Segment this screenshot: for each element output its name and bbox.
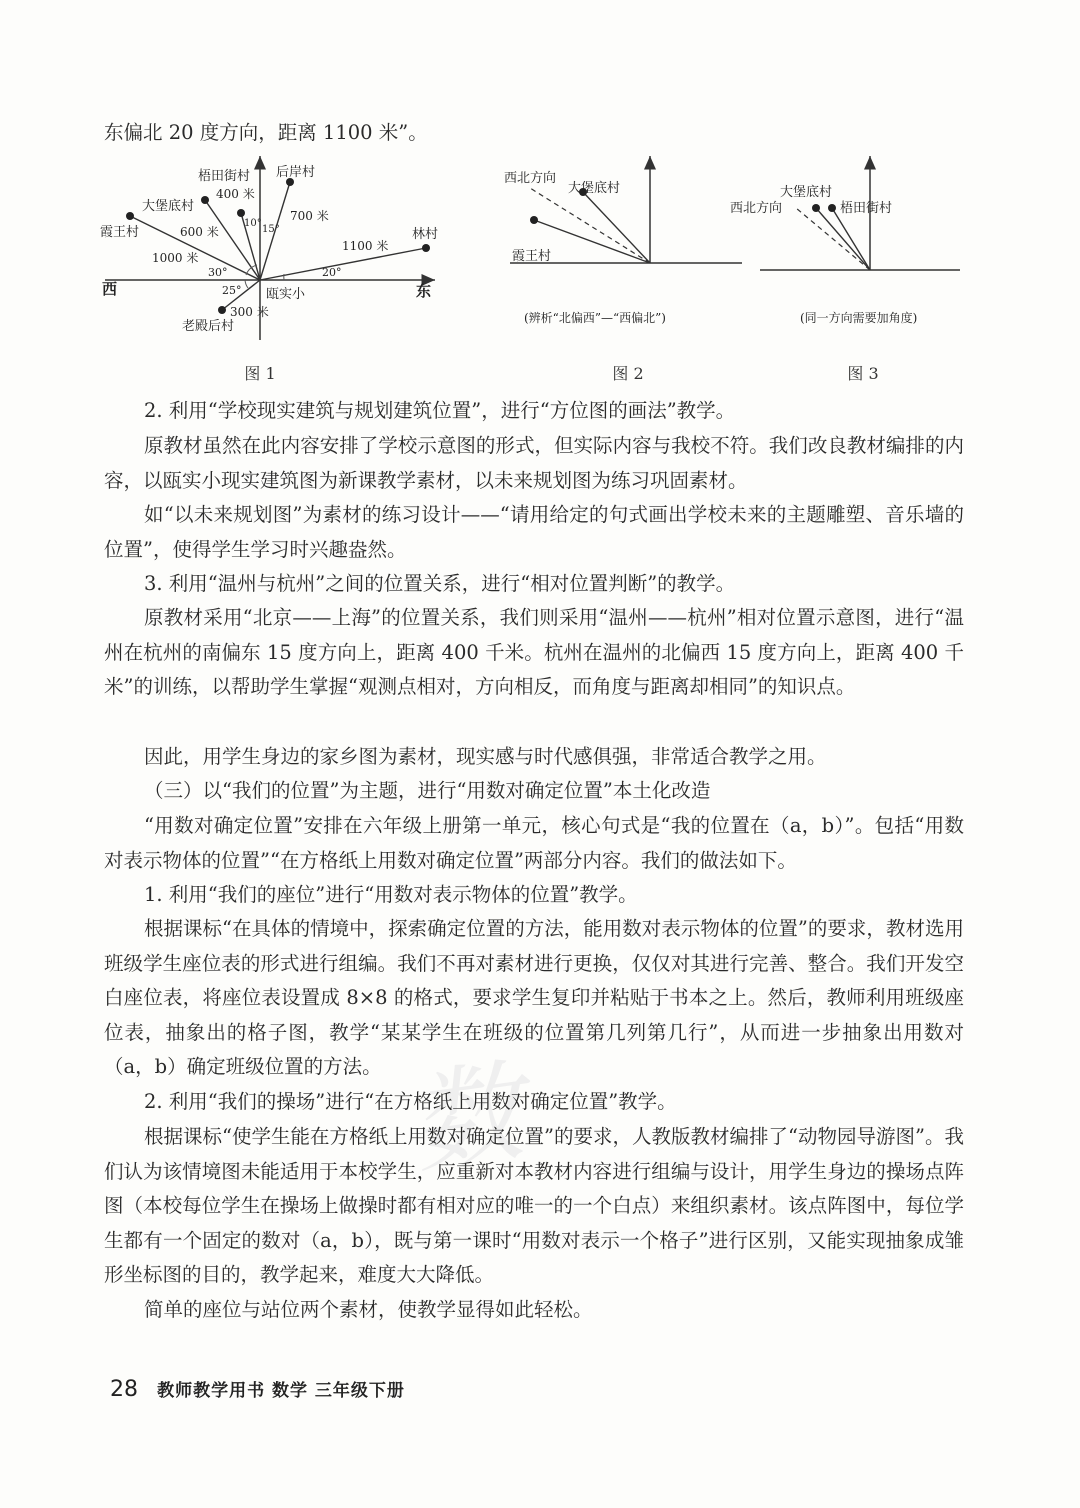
label-xiawang: 霞王村 xyxy=(100,225,140,240)
label-west: 西 xyxy=(102,280,118,298)
fig3-ray-dabao xyxy=(816,208,870,270)
label-1000m: 1000 米 xyxy=(152,251,199,265)
paragraph-7: “用数对确定位置”安排在六年级上册第一单元，核心句式是“我的位置在（a，b）”。包括“用数对表示物体的位置”“在方格纸上用数对确定位置”两部分内容。我们的做法如下。 xyxy=(104,814,964,872)
fig3-ray-northwest xyxy=(796,208,870,270)
fig3-label-northwest: 西北方向 xyxy=(730,201,783,216)
label-east: 东 xyxy=(416,282,432,300)
label-angle-20: 20° xyxy=(322,266,342,279)
fig3-ray-tiantian xyxy=(832,208,870,270)
figure-2-diagram xyxy=(490,150,760,335)
point-tiantian xyxy=(237,209,245,217)
fig2-note: (辨析“北偏西”—“西偏北”) xyxy=(524,311,666,325)
paragraph-9: 根据课标“在具体的情境中，探索确定位置的方法，能用数对表示物体的位置”的要求，教材选用班级学生座位表的形式进行组编。我们不再对素材进行更换，仅仅对其进行完善、整合。我们开发空白座位表，将座位表设置成 8×8 的格式，要求学生复印并粘贴于书本之上。然后，教师利用班级座位表，抽象出的格子图，教学“某某学生在班级的位置第几列第几行”，从而进一步抽象出用数对（a，b）确定班级位置的方法。 xyxy=(104,917,964,1079)
watermark: 数 xyxy=(402,1046,530,1189)
figure-3-caption: 图 3 xyxy=(847,364,879,383)
fig3-note: (同一方向需要加角度) xyxy=(800,311,918,325)
label-angle-30: 30° xyxy=(208,266,228,279)
figure-3 xyxy=(730,150,966,335)
paragraph-8: 1. 利用“我们的座位”进行“用数对表示物体的位置”教学。 xyxy=(144,883,638,906)
point-xiawang xyxy=(126,212,134,220)
fig2-label-xiawang: 霞王村 xyxy=(512,249,552,264)
figure-2-caption: 图 2 xyxy=(612,364,644,383)
book-title: 教师教学用书 数学 三年级下册 xyxy=(157,1381,405,1401)
fig3-label-dabao: 大堡底村 xyxy=(780,185,833,200)
fig2-point-xiawang xyxy=(530,216,538,224)
figure-2 xyxy=(490,150,760,335)
label-houan: 后岸村 xyxy=(276,165,316,180)
paragraph-11: 根据课标“使学生能在方格纸上用数对确定位置”的要求，人教版教材编排了“动物园导游图”。我们认为该情境图未能适用于本校学生，应重新对本教材内容进行组编与设计，用学生身边的操场点阵图（本校每位学生在操场上做操时都有相对应的唯一的一个白点）来组织素材。该点阵图中，每位学生都有一个固定的数对（a，b），既与第一课时“用数对表示一个格子”进行区别，又能实现抽象成雏形坐标图的目的，教学起来，难度大大降低。 xyxy=(104,1125,964,1287)
point-lin xyxy=(422,244,430,252)
figure-3-diagram xyxy=(730,150,966,335)
label-700m: 700 米 xyxy=(290,209,329,223)
label-tiantian: 梧田街村 xyxy=(198,169,251,184)
page-footer xyxy=(110,1376,405,1402)
paragraph-10: 2. 利用“我们的操场”进行“在方格纸上用数对确定位置”教学。 xyxy=(144,1090,677,1113)
fig2-ray-xiawang xyxy=(534,220,650,263)
label-400m: 400 米 xyxy=(216,187,255,201)
paragraph-3: 如“以未来规划图”为素材的练习设计——“请用给定的句式画出学校未来的主题雕塑、音乐墙的位置”，使得学生学习时兴趣盎然。 xyxy=(104,503,964,561)
point-laodian xyxy=(218,306,226,314)
paragraph-6: 因此，用学生身边的家乡图为素材，现实感与时代感俱强，非常适合教学之用。 xyxy=(144,745,827,768)
paragraph-1: 2. 利用“学校现实建筑与规划建筑位置”，进行“方位图的画法”教学。 xyxy=(144,399,736,422)
figure-1 xyxy=(100,150,450,350)
figure-1-caption: 图 1 xyxy=(244,364,276,383)
paragraph-12: 简单的座位与站位两个素材，使教学显得如此轻松。 xyxy=(144,1298,593,1321)
paragraph-4: 3. 利用“温州与杭州”之间的位置关系，进行“相对位置判断”的教学。 xyxy=(144,572,736,595)
fig3-point-dabao xyxy=(812,204,820,212)
label-1100m: 1100 米 xyxy=(342,239,389,253)
label-center: 瓯实小 xyxy=(266,287,306,302)
label-dabao: 大堡底村 xyxy=(142,199,195,214)
page-number: 28 xyxy=(110,1377,138,1402)
paragraph-2: 原教材虽然在此内容安排了学校示意图的形式，但实际内容与我校不符。我们改良教材编排的内容，以瓯实小现实建筑图为新课教学素材，以未来规划图为练习巩固素材。 xyxy=(104,434,964,492)
top-line: 东偏北 20 度方向，距离 1100 米”。 xyxy=(104,121,428,144)
label-angle-10: 10° xyxy=(244,218,262,229)
label-300m: 300 米 xyxy=(230,305,269,319)
label-angle-15: 15° xyxy=(262,224,280,235)
figure-1-diagram xyxy=(100,150,450,350)
point-dabao xyxy=(201,196,209,204)
label-angle-25: 25° xyxy=(222,284,242,297)
label-lin: 林村 xyxy=(412,227,439,242)
fig2-label-northwest: 西北方向 xyxy=(504,171,557,186)
fig3-point-tiantian xyxy=(828,204,836,212)
fig3-label-tiantian: 梧田街村 xyxy=(840,201,893,216)
label-laodian: 老殿后村 xyxy=(182,319,235,334)
label-600m: 600 米 xyxy=(180,225,219,239)
fig2-label-dabao: 大堡底村 xyxy=(568,181,621,196)
paragraph-5: 原教材采用“北京——上海”的位置关系，我们则采用“温州——杭州”相对位置示意图，进行“温州在杭州的南偏东 15 度方向上，距离 400 千米。杭州在温州的北偏西 15 度方向上，距离 400 千米”的训练，以帮助学生掌握“观测点相对，方向相反，而角度与距离却相同”的知识点。 xyxy=(104,606,964,699)
section-heading-3: （三）以“我们的位置”为主题，进行“用数对确定位置”本土化改造 xyxy=(144,779,711,802)
